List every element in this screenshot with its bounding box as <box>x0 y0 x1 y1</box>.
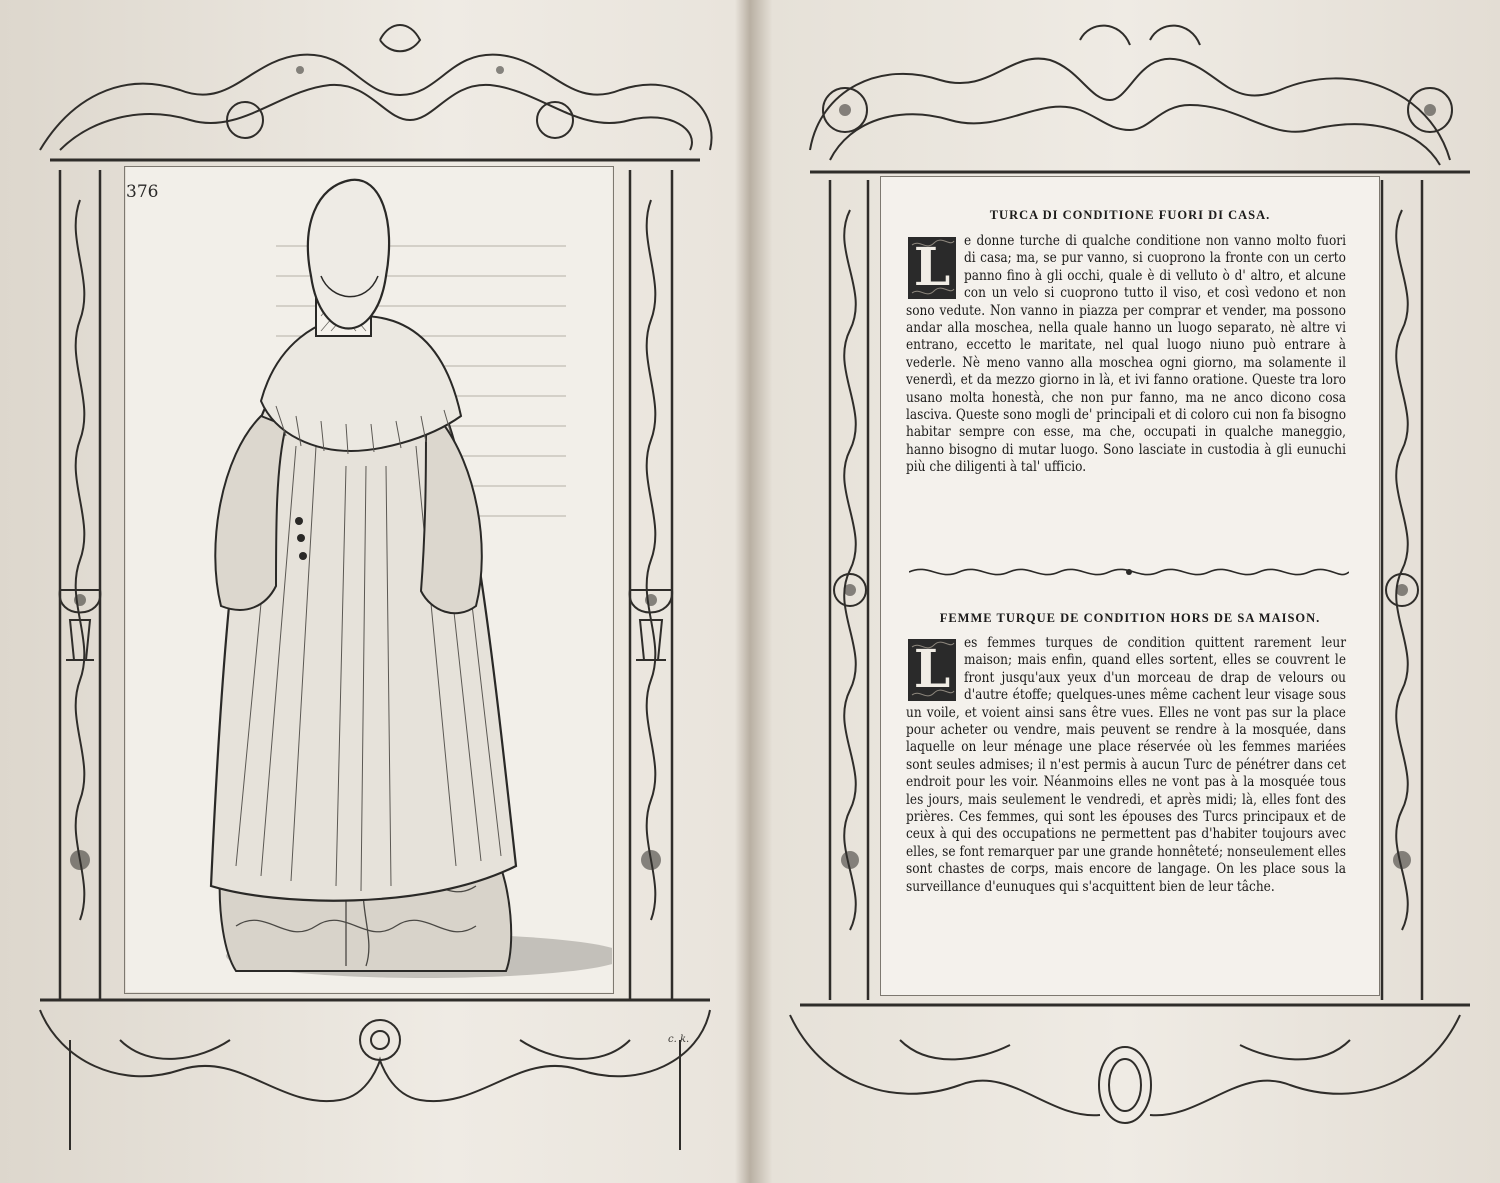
text-panel <box>880 176 1380 996</box>
costume-illustration <box>126 166 612 992</box>
drop-cap-initial <box>906 637 958 703</box>
drop-cap-letter: L <box>913 639 951 700</box>
french-title: FEMME TURQUE DE CONDITION HORS DE SA MAISON. <box>939 611 1321 625</box>
french-body: es femmes turques de condition quittent rarement leur maison; mais enfin, quand elles sortent, elles se couvrent le front jusqu'aux yeux d'un morceau de drap de velours ou d'autre étoffe; quelques-unes même cachent leur visage sous un voile, et voient ainsi sans être vues. Elles ne vont pas sur la place pour acheter ou vendre, mais peuvent se rendre à la mosquée, dans laquelle on leur ménage une place réservée où les femmes mariées sont seules admises; il n'est permis à aucun Turc de pénétrer dans cet endroit pour les voir. Néanmoins elles ne vont pas à la mosquée tous les jours, mais seulement le vendredi, et après midi; là, elles font des prières. Ces femmes, qui sont les épouses des Turcs principaux et de ceux à qui des occupations ne permettent pas d'habiter toujours avec elles, se font remarquer par une grande honnêteté; nonseulement elles sont chastes de corps, mais encore de langage. On les place sous la surveillance d'eunuques qui s'acquittent bien de leur tâche. <box>906 635 1346 895</box>
italian-text <box>906 233 1346 477</box>
engraver-signature: c. k. <box>668 1034 690 1045</box>
right-page <box>750 0 1500 1183</box>
drop-cap-initial <box>906 235 958 301</box>
french-text <box>906 635 1346 896</box>
drop-cap-letter: L <box>913 237 951 298</box>
page-number: 376 <box>126 182 159 202</box>
section-divider <box>909 561 1349 583</box>
italian-body: e donne turche di qualche conditione non vanno molto fuori di casa; ma, se pur vanno, si cuoprono la fronte con un certo panno fino à gli occhi, quale è di velluto ò d' altro, et alcune con un velo si cuoprono tutto il viso, et così vedono et non sono vedute. Non vanno in piazza per comprar et vender, ma possono andar alla moschea, nella quale hanno un luogo separato, nè altre vi entrano, eccetto le maritate, nel qual luogo niuno può entrare à vederle. Nè meno vanno alla moschea ogni giorno, ma solamente il venerdì, et da mezzo giorno in là, et ivi fanno oratione. Queste tra loro usano molta honestà, che non pur fanno, ma ne anco dicono cosa lasciva. Queste sono mogli de' principali et di coloro cui non fa bisogno habitar sempre con esse, ma che, occupati in qualche maneggio, hanno bisogno di mutar luogo. Sono lasciate in custodia à gli eunuchi più che diligenti à tal' ufficio. <box>906 233 1346 476</box>
italian-title: TURCA DI CONDITIONE FUORI DI CASA. <box>989 208 1271 222</box>
